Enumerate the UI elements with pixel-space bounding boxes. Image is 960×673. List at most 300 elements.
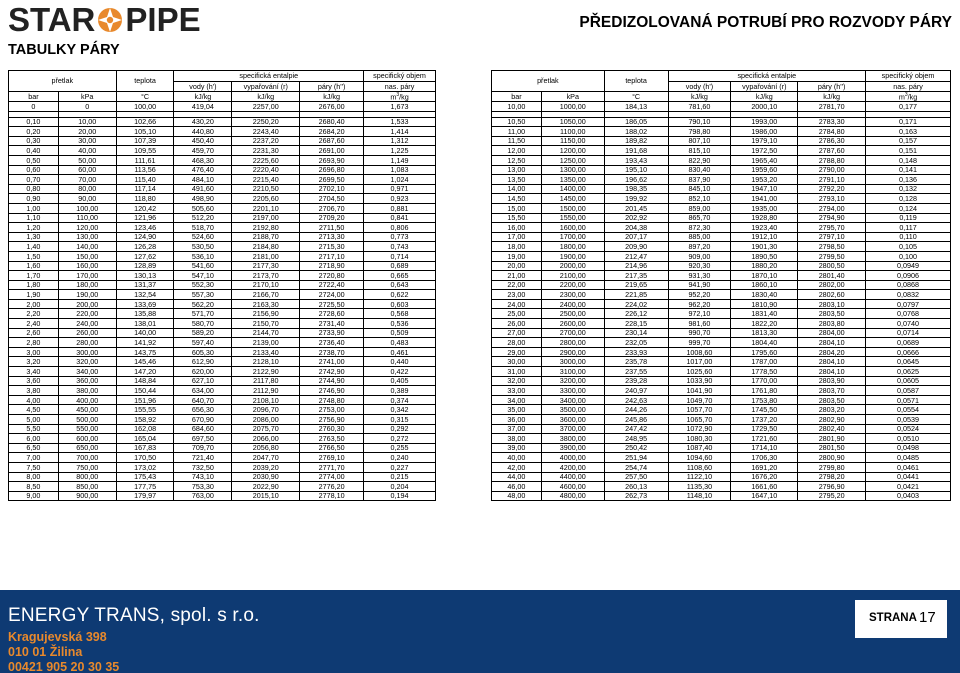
table-cell: 230,14 (604, 328, 668, 338)
table-cell: 430,20 (174, 117, 232, 127)
table-row (9, 491, 436, 501)
table-cell: 4,00 (9, 395, 59, 405)
table-cell: 1100,00 (541, 127, 604, 137)
table-cell: 60,00 (58, 165, 116, 175)
table-cell: 0,204 (364, 482, 436, 492)
table-cell: 0,389 (364, 386, 436, 396)
table-cell: 0,0539 (866, 415, 951, 425)
table-cell: 42,00 (492, 462, 542, 472)
table-cell: 177,75 (116, 482, 174, 492)
table-cell: 1,225 (364, 146, 436, 156)
table-cell: 0,422 (364, 367, 436, 377)
table-cell: 248,95 (604, 434, 668, 444)
table-cell: 2742,90 (300, 367, 364, 377)
table-cell: 220,00 (58, 309, 116, 319)
table-cell: 28,00 (492, 338, 542, 348)
table-cell: 2000,00 (541, 261, 604, 271)
table-cell: 0,0689 (866, 338, 951, 348)
unit-volume (866, 92, 951, 102)
table-cell: 0,40 (9, 146, 59, 156)
header-water: vody (h') (174, 82, 232, 92)
table-cell: 3600,00 (541, 415, 604, 425)
table-cell: 2744,90 (300, 376, 364, 386)
table-cell: 1,414 (364, 127, 436, 137)
unit-celsius: °C (604, 92, 668, 102)
unit-volume-kg: /kg (399, 92, 409, 102)
table-cell: 179,97 (116, 491, 174, 501)
header-evaporation: vypařování (r) (232, 82, 300, 92)
table-cell: 1676,20 (731, 472, 798, 482)
table-cell: 4000,00 (541, 453, 604, 463)
table-cell: 2731,40 (300, 319, 364, 329)
table-cell: 2783,30 (798, 117, 866, 127)
table-cell: 148,84 (116, 376, 174, 386)
table-cell: 0,0485 (866, 453, 951, 463)
table-cell: 1,90 (9, 290, 59, 300)
table-cell: 0,0768 (866, 309, 951, 319)
table-cell: 1,30 (9, 232, 59, 242)
table-cell: 214,96 (604, 261, 668, 271)
table-cell: 500,00 (58, 415, 116, 425)
table-cell: 1033,90 (668, 376, 731, 386)
table-cell: 151,96 (116, 395, 174, 405)
table-cell: 260,00 (58, 328, 116, 338)
table-cell: 650,00 (58, 443, 116, 453)
table-cell: 897,20 (668, 242, 731, 252)
table-cell: 280,00 (58, 338, 116, 348)
table-row (492, 251, 951, 261)
table-cell: 1,149 (364, 155, 436, 165)
table-cell: 2803,10 (798, 299, 866, 309)
table-cell: 2793,10 (798, 194, 866, 204)
table-cell: 1300,00 (541, 165, 604, 175)
table-cell: 1008,60 (668, 347, 731, 357)
table-cell: 1148,10 (668, 491, 731, 501)
table-cell: 0,80 (9, 184, 59, 194)
table-cell: 2756,90 (300, 415, 364, 425)
table-cell: 30,00 (492, 357, 542, 367)
table-cell: 115,40 (116, 175, 174, 185)
table-row (492, 117, 951, 127)
table-cell: 19,00 (492, 251, 542, 261)
table-cell: 512,20 (174, 213, 232, 223)
table-cell: 3300,00 (541, 386, 604, 396)
unit-volume-kg: /kg (907, 92, 918, 102)
table-cell: 2215,40 (232, 175, 300, 185)
steam-table-left-head (9, 71, 436, 118)
table-cell: 36,00 (492, 415, 542, 425)
table-cell: 3100,00 (541, 367, 604, 377)
table-cell: 0,148 (866, 155, 951, 165)
table-cell: 990,70 (668, 328, 731, 338)
table-cell: 2225,60 (232, 155, 300, 165)
table-cell: 0,0498 (866, 443, 951, 453)
table-cell: 0,128 (866, 194, 951, 204)
table-cell: 2800,90 (798, 453, 866, 463)
table-cell: 1025,60 (668, 367, 731, 377)
table-cell: 2108,10 (232, 395, 300, 405)
table-cell: 11,50 (492, 136, 542, 146)
table-cell: 2188,70 (232, 232, 300, 242)
unit-celsius: °C (116, 92, 174, 102)
table-cell: 1,083 (364, 165, 436, 175)
table-cell: 697,50 (174, 434, 232, 444)
table-cell: 1770,00 (731, 376, 798, 386)
table-cell: 360,00 (58, 376, 116, 386)
table-cell: 12,00 (492, 146, 542, 156)
table-cell: 2,00 (9, 299, 59, 309)
table-row (9, 405, 436, 415)
table-cell: 0,0421 (866, 482, 951, 492)
table-cell: 1959,60 (731, 165, 798, 175)
table-cell: 0,0714 (866, 328, 951, 338)
table-cell: 0,342 (364, 405, 436, 415)
table-cell: 2784,80 (798, 127, 866, 137)
table-cell: 2,80 (9, 338, 59, 348)
table-cell: 2722,40 (300, 280, 364, 290)
table-cell: 2804,00 (798, 328, 866, 338)
header-water: vody (h') (668, 82, 731, 92)
table-row (9, 424, 436, 434)
table-cell: 798,80 (668, 127, 731, 137)
table-cell: 2720,80 (300, 271, 364, 281)
table-cell: 20,00 (492, 261, 542, 271)
table-cell: 22,00 (492, 280, 542, 290)
table-cell: 0,568 (364, 309, 436, 319)
table-cell: 0,20 (9, 127, 59, 137)
table-cell: 1714,10 (731, 443, 798, 453)
table-cell: 2803,50 (798, 309, 866, 319)
page-number-box (855, 600, 947, 638)
table-cell: 2170,10 (232, 280, 300, 290)
table-cell: 2139,00 (232, 338, 300, 348)
table-cell: 0,194 (364, 491, 436, 501)
table-cell: 530,50 (174, 242, 232, 252)
table-cell: 3,80 (9, 386, 59, 396)
unit-kjkg: kJ/kg (731, 92, 798, 102)
table-cell: 0,0403 (866, 491, 951, 501)
table-cell: 2803,20 (798, 405, 866, 415)
table-cell: 1057,70 (668, 405, 731, 415)
table-cell: 2794,90 (798, 213, 866, 223)
table-cell: 0,315 (364, 415, 436, 425)
steam-table-right-body (492, 117, 951, 501)
table-cell: 2039,20 (232, 462, 300, 472)
table-cell: 0,50 (9, 155, 59, 165)
table-cell: 20,00 (58, 127, 116, 137)
table-cell: 0,272 (364, 434, 436, 444)
table-cell: 2728,60 (300, 309, 364, 319)
table-cell: 0,100 (866, 251, 951, 261)
star-icon (96, 6, 124, 34)
table-cell: 158,92 (116, 415, 174, 425)
table-row (492, 395, 951, 405)
table-cell: 188,02 (604, 127, 668, 137)
table-cell: 2163,30 (232, 299, 300, 309)
table-cell: 2792,20 (798, 184, 866, 194)
table-cell: 763,00 (174, 491, 232, 501)
table-cell: 2804,10 (798, 357, 866, 367)
table-cell: 150,44 (116, 386, 174, 396)
table-cell: 1647,10 (731, 491, 798, 501)
table-row (9, 146, 436, 156)
table-cell: 2200,00 (541, 280, 604, 290)
unit-volume-m: m (898, 92, 905, 102)
table-cell: 209,90 (604, 242, 668, 252)
table-cell: 1661,60 (731, 482, 798, 492)
table-cell: 0,971 (364, 184, 436, 194)
table-cell: 2192,80 (232, 223, 300, 233)
table-cell: 2709,20 (300, 213, 364, 223)
table-cell: 3900,00 (541, 443, 604, 453)
table-cell: 21,00 (492, 271, 542, 281)
table-row (492, 357, 951, 367)
table-cell: 815,10 (668, 146, 731, 156)
table-cell: 0,255 (364, 443, 436, 453)
table-cell: 34,00 (492, 395, 542, 405)
table-cell: 193,43 (604, 155, 668, 165)
table-row (492, 146, 951, 156)
table-cell: 2,20 (9, 309, 59, 319)
table-cell: 1135,30 (668, 482, 731, 492)
table-cell: 0,461 (364, 347, 436, 357)
unit-bar: bar (492, 92, 542, 102)
table-cell: 0,0441 (866, 472, 951, 482)
table-cell: 2015,10 (232, 491, 300, 501)
table-cell: 0,374 (364, 395, 436, 405)
table-cell: 3,40 (9, 367, 59, 377)
table-cell: 2718,90 (300, 261, 364, 271)
table-cell: 102,66 (116, 117, 174, 127)
table-cell: 1,312 (364, 136, 436, 146)
table-cell: 450,40 (174, 136, 232, 146)
table-cell: 207,17 (604, 232, 668, 242)
table-cell: 2753,00 (300, 405, 364, 415)
table-cell: 1901,30 (731, 242, 798, 252)
table-cell: 0,124 (866, 203, 951, 213)
table-cell: 484,10 (174, 175, 232, 185)
table-cell: 147,20 (116, 367, 174, 377)
table-cell: 340,00 (58, 367, 116, 377)
first-row-cell: 184,13 (604, 102, 668, 112)
table-cell: 640,70 (174, 395, 232, 405)
table-cell: 931,30 (668, 271, 731, 281)
table-row (492, 194, 951, 204)
table-cell: 110,00 (58, 213, 116, 223)
table-cell: 2795,20 (798, 491, 866, 501)
table-cell: 3,00 (9, 347, 59, 357)
table-cell: 981,60 (668, 319, 731, 329)
table-cell: 2801,50 (798, 443, 866, 453)
table-cell: 2794,00 (798, 203, 866, 213)
table-cell: 684,60 (174, 424, 232, 434)
table-cell: 38,00 (492, 434, 542, 444)
table-cell: 1094,60 (668, 453, 731, 463)
table-cell: 2696,80 (300, 165, 364, 175)
table-cell: 2117,80 (232, 376, 300, 386)
table-cell: 2086,00 (232, 415, 300, 425)
table-cell: 2128,10 (232, 357, 300, 367)
table-row (492, 386, 951, 396)
table-cell: 1,533 (364, 117, 436, 127)
table-cell: 173,02 (116, 462, 174, 472)
table-cell: 2030,90 (232, 472, 300, 482)
table-row (9, 328, 436, 338)
page-header (0, 0, 960, 42)
table-cell: 170,50 (116, 453, 174, 463)
table-row (9, 165, 436, 175)
first-row-cell: 0 (9, 102, 59, 112)
table-cell: 27,00 (492, 328, 542, 338)
table-cell: 524,60 (174, 232, 232, 242)
table-row (492, 309, 951, 319)
table-cell: 111,61 (116, 155, 174, 165)
table-cell: 0,0605 (866, 376, 951, 386)
table-cell: 15,50 (492, 213, 542, 223)
table-cell: 4400,00 (541, 472, 604, 482)
table-cell: 70,00 (58, 175, 116, 185)
table-row (492, 127, 951, 137)
first-row-cell: 0 (58, 102, 116, 112)
table-cell: 999,70 (668, 338, 731, 348)
first-row-cell: 1000,00 (541, 102, 604, 112)
table-cell: 24,00 (492, 299, 542, 309)
company-city: 010 01 Žilina (8, 645, 83, 659)
table-cell: 2700,00 (541, 328, 604, 338)
table-cell: 2684,20 (300, 127, 364, 137)
table-cell: 0,806 (364, 223, 436, 233)
table-cell: 941,90 (668, 280, 731, 290)
table-cell: 1,60 (9, 261, 59, 271)
table-cell: 920,30 (668, 261, 731, 271)
table-cell: 0,105 (866, 242, 951, 252)
table-cell: 541,60 (174, 261, 232, 271)
table-cell: 0,440 (364, 357, 436, 367)
table-cell: 2687,60 (300, 136, 364, 146)
table-cell: 380,00 (58, 386, 116, 396)
table-cell: 2725,50 (300, 299, 364, 309)
table-cell: 2803,80 (798, 319, 866, 329)
table-cell: 885,00 (668, 232, 731, 242)
header-temperature: teplota (116, 71, 174, 92)
header-volume-sub: nas. páry (866, 82, 951, 92)
table-cell: 121,96 (116, 213, 174, 223)
table-cell: 162,08 (116, 424, 174, 434)
table-cell: 2144,70 (232, 328, 300, 338)
table-cell: 2205,60 (232, 194, 300, 204)
table-cell: 2733,90 (300, 328, 364, 338)
table-cell: 2746,90 (300, 386, 364, 396)
table-row (9, 482, 436, 492)
table-cell: 2788,80 (798, 155, 866, 165)
table-cell: 237,55 (604, 367, 668, 377)
table-cell: 0,30 (9, 136, 59, 146)
table-cell: 822,90 (668, 155, 731, 165)
table-row (9, 280, 436, 290)
table-cell: 1993,00 (731, 117, 798, 127)
table-cell: 5,50 (9, 424, 59, 434)
table-cell: 1072,90 (668, 424, 731, 434)
table-cell: 251,94 (604, 453, 668, 463)
table-cell: 1049,70 (668, 395, 731, 405)
unit-kjkg: kJ/kg (232, 92, 300, 102)
table-row (9, 232, 436, 242)
table-cell: 233,93 (604, 347, 668, 357)
table-cell: 743,10 (174, 472, 232, 482)
table-cell: 16,00 (492, 223, 542, 233)
table-cell: 0,117 (866, 223, 951, 233)
table-cell: 120,00 (58, 223, 116, 233)
table-row (492, 299, 951, 309)
table-cell: 1795,60 (731, 347, 798, 357)
table-row (9, 194, 436, 204)
table-cell: 1804,40 (731, 338, 798, 348)
table-cell: 2243,40 (232, 127, 300, 137)
table-row (492, 347, 951, 357)
table-cell: 0,714 (364, 251, 436, 261)
table-row (492, 434, 951, 444)
table-cell: 145,46 (116, 357, 174, 367)
table-cell: 2702,10 (300, 184, 364, 194)
table-row (492, 405, 951, 415)
table-cell: 605,30 (174, 347, 232, 357)
table-cell: 2738,70 (300, 347, 364, 357)
table-cell: 750,00 (58, 462, 116, 472)
first-row-cell: 419,04 (174, 102, 232, 112)
table-cell: 262,73 (604, 491, 668, 501)
table-row (9, 395, 436, 405)
table-cell: 0,773 (364, 232, 436, 242)
table-cell: 0,171 (866, 117, 951, 127)
table-cell: 2600,00 (541, 319, 604, 329)
table-cell: 242,63 (604, 395, 668, 405)
table-cell: 2,40 (9, 319, 59, 329)
table-cell: 1947,10 (731, 184, 798, 194)
table-cell: 800,00 (58, 472, 116, 482)
table-cell: 1065,70 (668, 415, 731, 425)
table-cell: 1017,00 (668, 357, 731, 367)
table-cell: 2711,50 (300, 223, 364, 233)
table-cell: 0,509 (364, 328, 436, 338)
table-cell: 4600,00 (541, 482, 604, 492)
table-cell: 476,40 (174, 165, 232, 175)
table-cell: 0,70 (9, 175, 59, 185)
table-cell: 3500,00 (541, 405, 604, 415)
table-cell: 0,0832 (866, 290, 951, 300)
table-cell: 3200,00 (541, 376, 604, 386)
table-row (9, 290, 436, 300)
table-cell: 1,40 (9, 242, 59, 252)
table-cell: 0,240 (364, 453, 436, 463)
table-cell: 1,00 (9, 203, 59, 213)
table-cell: 1928,80 (731, 213, 798, 223)
header-temperature: teplota (604, 71, 668, 92)
table-cell: 127,62 (116, 251, 174, 261)
table-cell: 600,00 (58, 434, 116, 444)
table-cell: 232,05 (604, 338, 668, 348)
table-row (9, 309, 436, 319)
first-row-cell: 781,60 (668, 102, 731, 112)
table-cell: 4800,00 (541, 491, 604, 501)
table-cell: 175,43 (116, 472, 174, 482)
table-cell: 2177,30 (232, 261, 300, 271)
table-cell: 0,923 (364, 194, 436, 204)
header-enthalpy: specifická entalpie (668, 71, 866, 82)
table-cell: 1,80 (9, 280, 59, 290)
table-cell: 202,92 (604, 213, 668, 223)
table-cell: 0,0510 (866, 434, 951, 444)
table-cell: 2166,70 (232, 290, 300, 300)
